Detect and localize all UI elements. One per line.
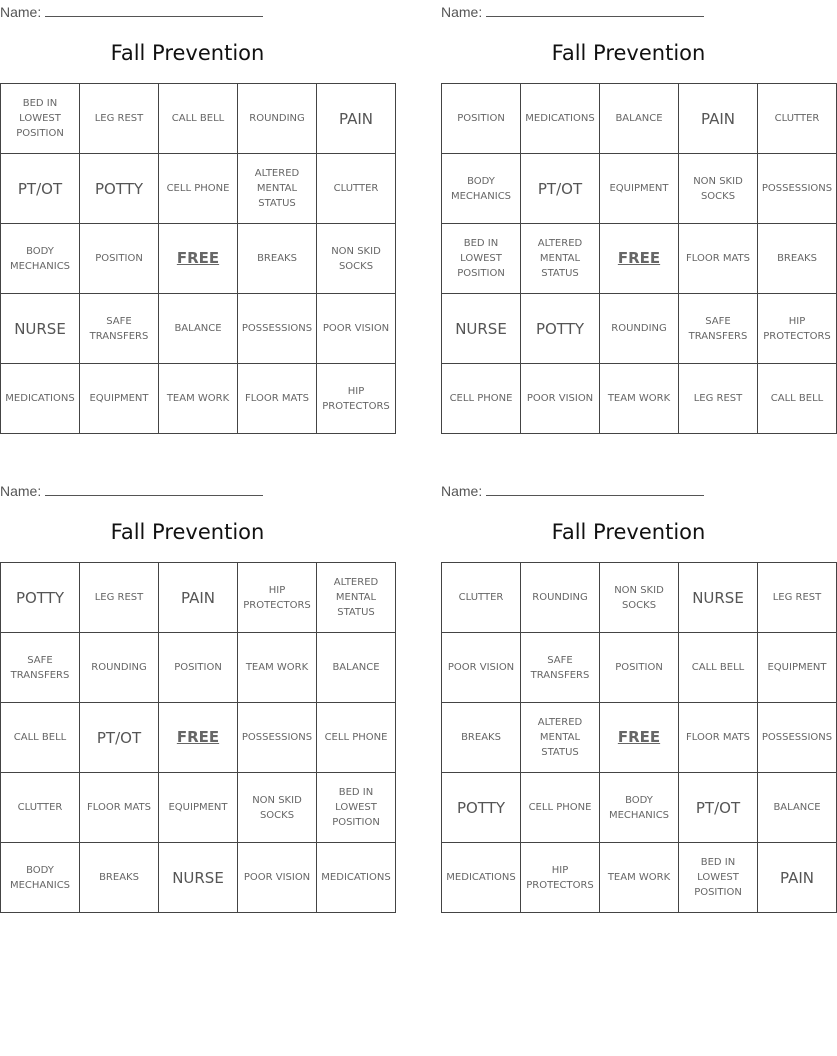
grid-row [1,703,396,773]
bingo-cell[interactable]: PAIN [758,843,837,913]
bingo-cell[interactable]: POSITION [600,633,679,703]
bingo-cell[interactable]: BODY MECHANICS [1,224,80,294]
bingo-cell[interactable]: FLOOR MATS [238,364,317,434]
bingo-cell[interactable]: BALANCE [317,633,396,703]
bingo-cell[interactable]: CLUTTER [442,563,521,633]
free-space-cell[interactable]: FREE [600,703,679,773]
bingo-cell[interactable]: BREAKS [238,224,317,294]
bingo-cell[interactable]: POOR VISION [521,364,600,434]
bingo-cell[interactable]: CALL BELL [1,703,80,773]
bingo-cell[interactable]: POSITION [442,84,521,154]
bingo-cell[interactable]: NON SKID SOCKS [238,773,317,843]
bingo-cell[interactable]: HIP PROTECTORS [758,294,837,364]
bingo-cell[interactable]: CLUTTER [758,84,837,154]
name-label: Name: [0,4,42,20]
bingo-cell[interactable]: EQUIPMENT [600,154,679,224]
grid-row [1,294,396,364]
bingo-cell[interactable]: CELL PHONE [317,703,396,773]
bingo-cell[interactable]: PAIN [317,84,396,154]
bingo-cell[interactable]: BALANCE [758,773,837,843]
bingo-cell[interactable]: ROUNDING [80,633,159,703]
card-title: Fall Prevention [551,41,706,65]
bingo-cell[interactable]: ALTERED MENTAL STATUS [238,154,317,224]
name-label: Name: [441,483,483,499]
bingo-cell[interactable]: TEAM WORK [159,364,238,434]
grid-row [1,773,396,843]
grid-row [442,154,837,224]
bingo-card-2 [441,0,833,440]
bingo-cell[interactable]: SAFE TRANSFERS [521,633,600,703]
name-label: Name: [441,4,483,20]
grid-row [442,224,837,294]
bingo-cell[interactable]: FLOOR MATS [80,773,159,843]
grid-row [442,843,837,913]
bingo-cell[interactable]: MEDICATIONS [442,843,521,913]
bingo-cell[interactable]: BREAKS [442,703,521,773]
name-blank-line[interactable] [486,482,704,496]
name-field [441,3,704,20]
bingo-cell[interactable]: CLUTTER [317,154,396,224]
bingo-cell[interactable]: BREAKS [758,224,837,294]
bingo-grid [0,83,396,434]
grid-row [442,703,837,773]
bingo-cell[interactable]: NURSE [442,294,521,364]
bingo-cell[interactable]: BED IN LOWEST POSITION [679,843,758,913]
card-title: Fall Prevention [110,520,265,544]
bingo-cell[interactable]: HIP PROTECTORS [521,843,600,913]
bingo-cell[interactable]: ROUNDING [600,294,679,364]
bingo-cell[interactable]: TEAM WORK [600,364,679,434]
name-blank-line[interactable] [45,482,263,496]
bingo-cell[interactable]: TEAM WORK [238,633,317,703]
bingo-cell[interactable]: CALL BELL [758,364,837,434]
bingo-cell[interactable]: LEG REST [80,84,159,154]
bingo-cell[interactable]: POOR VISION [442,633,521,703]
bingo-cell[interactable]: CLUTTER [1,773,80,843]
bingo-cell[interactable]: POTTY [1,563,80,633]
bingo-cell[interactable]: SAFE TRANSFERS [1,633,80,703]
bingo-cell[interactable]: CELL PHONE [442,364,521,434]
bingo-cell[interactable]: CALL BELL [679,633,758,703]
bingo-cell[interactable]: POTTY [521,294,600,364]
bingo-cell[interactable]: BODY MECHANICS [442,154,521,224]
bingo-cell[interactable]: NON SKID SOCKS [317,224,396,294]
bingo-cell[interactable]: BODY MECHANICS [600,773,679,843]
bingo-cell[interactable]: MEDICATIONS [317,843,396,913]
bingo-cell[interactable]: EQUIPMENT [758,633,837,703]
bingo-cell[interactable]: EQUIPMENT [159,773,238,843]
bingo-cell[interactable]: HIP PROTECTORS [238,563,317,633]
free-space-cell[interactable]: FREE [159,703,238,773]
bingo-cell[interactable]: ROUNDING [521,563,600,633]
grid-row [1,633,396,703]
grid-row [1,364,396,434]
bingo-cell[interactable]: FLOOR MATS [679,703,758,773]
grid-row [1,84,396,154]
name-field [0,482,263,499]
bingo-cell[interactable]: SAFE TRANSFERS [679,294,758,364]
bingo-cell[interactable]: LEG REST [758,563,837,633]
bingo-cell[interactable]: ROUNDING [238,84,317,154]
bingo-cell[interactable]: PT/OT [521,154,600,224]
grid-row [442,294,837,364]
bingo-card-1 [0,0,390,440]
bingo-cell[interactable]: BREAKS [80,843,159,913]
bingo-cell[interactable]: ALTERED MENTAL STATUS [521,224,600,294]
name-blank-line[interactable] [486,3,704,17]
grid-row [442,773,837,843]
grid-row [1,154,396,224]
bingo-cell[interactable]: POTTY [442,773,521,843]
free-space-cell[interactable]: FREE [600,224,679,294]
bingo-cell[interactable]: BALANCE [600,84,679,154]
bingo-cell[interactable]: BED IN LOWEST POSITION [1,84,80,154]
card-title: Fall Prevention [551,520,706,544]
name-label: Name: [0,483,42,499]
bingo-cell[interactable]: NURSE [159,843,238,913]
name-field [441,482,704,499]
bingo-cell[interactable]: POSSESSIONS [238,703,317,773]
bingo-cell[interactable]: PT/OT [679,773,758,843]
grid-row [442,84,837,154]
bingo-cell[interactable]: PT/OT [1,154,80,224]
bingo-cell[interactable]: BED IN LOWEST POSITION [442,224,521,294]
bingo-cell[interactable]: POOR VISION [238,843,317,913]
grid-row [1,843,396,913]
name-blank-line[interactable] [45,3,263,17]
bingo-cell[interactable]: BALANCE [159,294,238,364]
bingo-cell[interactable]: PT/OT [80,703,159,773]
bingo-cell[interactable]: POOR VISION [317,294,396,364]
bingo-cell[interactable]: PAIN [159,563,238,633]
grid-row [1,224,396,294]
grid-row [442,364,837,434]
bingo-card-3 [0,479,391,919]
bingo-cell[interactable]: NON SKID SOCKS [600,563,679,633]
card-title: Fall Prevention [110,41,265,65]
bingo-cell[interactable]: CELL PHONE [521,773,600,843]
bingo-cell[interactable]: CELL PHONE [159,154,238,224]
bingo-grid [0,562,396,913]
bingo-cell[interactable]: LEG REST [679,364,758,434]
bingo-cell[interactable]: POSITION [159,633,238,703]
bingo-card-4 [441,479,833,919]
free-space-cell[interactable]: FREE [159,224,238,294]
bingo-cell[interactable]: POTTY [80,154,159,224]
bingo-grid [441,83,837,434]
bingo-cell[interactable]: POSSESSIONS [758,154,837,224]
bingo-cell[interactable]: EQUIPMENT [80,364,159,434]
bingo-cell[interactable]: CALL BELL [159,84,238,154]
bingo-cell[interactable]: TEAM WORK [600,843,679,913]
grid-row [442,563,837,633]
bingo-grid [441,562,837,913]
bingo-cell[interactable]: POSITION [80,224,159,294]
bingo-cell[interactable]: NURSE [1,294,80,364]
grid-row [442,633,837,703]
bingo-cell[interactable]: BODY MECHANICS [1,843,80,913]
bingo-cell[interactable]: MEDICATIONS [521,84,600,154]
bingo-cell[interactable]: POSSESSIONS [758,703,837,773]
bingo-cell[interactable]: SAFE TRANSFERS [80,294,159,364]
bingo-cell[interactable]: MEDICATIONS [1,364,80,434]
bingo-cell[interactable]: BED IN LOWEST POSITION [317,773,396,843]
bingo-cell[interactable]: ALTERED MENTAL STATUS [521,703,600,773]
bingo-cell[interactable]: PAIN [679,84,758,154]
bingo-cell[interactable]: FLOOR MATS [679,224,758,294]
grid-row [1,563,396,633]
bingo-cell[interactable]: POSSESSIONS [238,294,317,364]
bingo-cell[interactable]: HIP PROTECTORS [317,364,396,434]
bingo-cell[interactable]: LEG REST [80,563,159,633]
bingo-cell[interactable]: ALTERED MENTAL STATUS [317,563,396,633]
bingo-cell[interactable]: NON SKID SOCKS [679,154,758,224]
name-field [0,3,263,20]
bingo-cell[interactable]: NURSE [679,563,758,633]
